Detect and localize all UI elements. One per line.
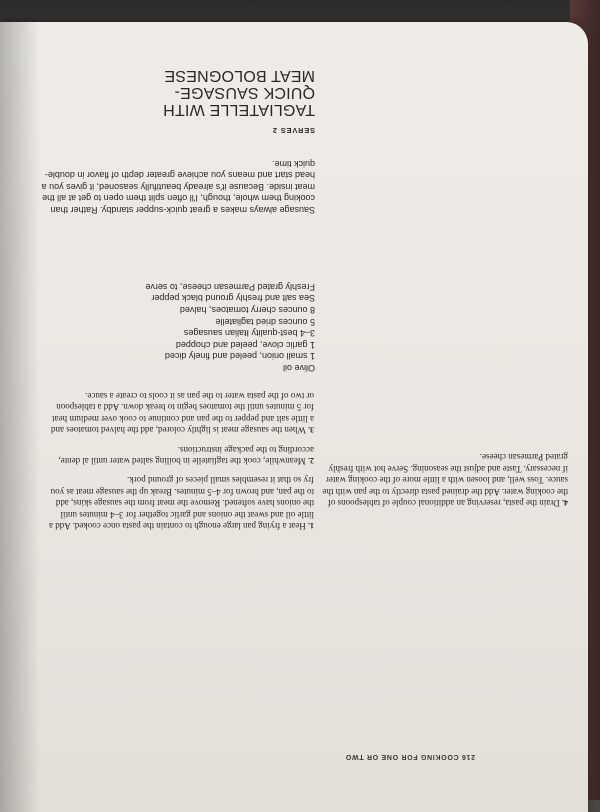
ingredient-item: 1 small onion, peeled and finely diced: [164, 351, 315, 362]
step-text: Drain the pasta, reserving an additional couple of tablespoons of the cooking water. Add the drained pasta directly to the pan with the sauce. Toss well, and loosen with a little more of the cooking water if necessary. Taste and adjust the seasoning. Serve hot with freshly grated Parmesan cheese.: [322, 452, 568, 508]
method-step-4: [320, 451, 568, 508]
method-column-left: [49, 382, 314, 531]
page-content-upside-down: [40, 40, 568, 760]
ingredient-item: Olive oil: [282, 363, 315, 373]
ingredient-list: [45, 280, 315, 373]
title-line-2: QUICK SAUSAGE-: [174, 84, 315, 101]
method-step-3: [49, 390, 314, 436]
ingredient-item: 5 ounces dried tagliatelle: [215, 316, 315, 327]
step-number: 1.: [308, 521, 314, 530]
step-number: 3.: [308, 425, 314, 435]
ingredient-item: 3–4 best-quality Italian sausages: [183, 328, 315, 339]
serves-label: SERVES 2: [272, 126, 315, 135]
ingredient-item: Sea salt and freshly ground black pepper: [151, 293, 315, 304]
recipe-intro: Sausage always makes a great quick-supper standby. Rather than cooking them whole, though, I'll often split them open to get at all the meat inside. Because it's already beautifully seasoned, it gives you a head start and means you achieve greater depth of flavor in double-quick time.: [41, 159, 315, 215]
step-text: Heat a frying pan large enough to contain the pasta once cooked. Add a little oil and sweat the onions and garlic together for 3–4 minutes until the onions have softened. Remove the meat from the sausage skins, add to the pan, and brown for 4–5 minutes. Break up the sausage meat as you fry so that it resembles small pieces of ground pork.: [49, 475, 314, 531]
ingredient-item: Freshly grated Parmesan cheese, to serve: [145, 281, 315, 292]
page-footer: 216 COOKING FOR ONE OR TWO: [345, 753, 475, 760]
page-gutter-shadow: [0, 22, 40, 812]
step-number: 4.: [562, 498, 568, 507]
title-line-1: TAGLIATELLE WITH: [163, 101, 315, 118]
title-line-3: MEAT BOLOGNESE: [164, 67, 315, 84]
method-step-1: [49, 474, 314, 531]
method-step-2: [49, 443, 314, 466]
method-column-right: [320, 443, 568, 508]
step-text: Meanwhile, cook the tagliatelle in boiling salted water until al dente, according to the package instructions.: [58, 444, 314, 466]
recipe-title: [35, 67, 315, 118]
step-number: 2.: [308, 455, 314, 465]
ingredient-item: 1 garlic clove, peeled and chopped: [175, 339, 315, 350]
ingredient-item: 8 ounces cherry tomatoes, halved: [179, 305, 315, 316]
step-text: When the sausage meat is lightly colored, add the halved tomatoes and a little salt and pepper to the pan and continue to cook over medium heat for 5 minutes until the tomatoes begin to break down. Add a tablespoon or two of the pasta water to the pan as it cools to create a sauce.: [50, 390, 314, 436]
